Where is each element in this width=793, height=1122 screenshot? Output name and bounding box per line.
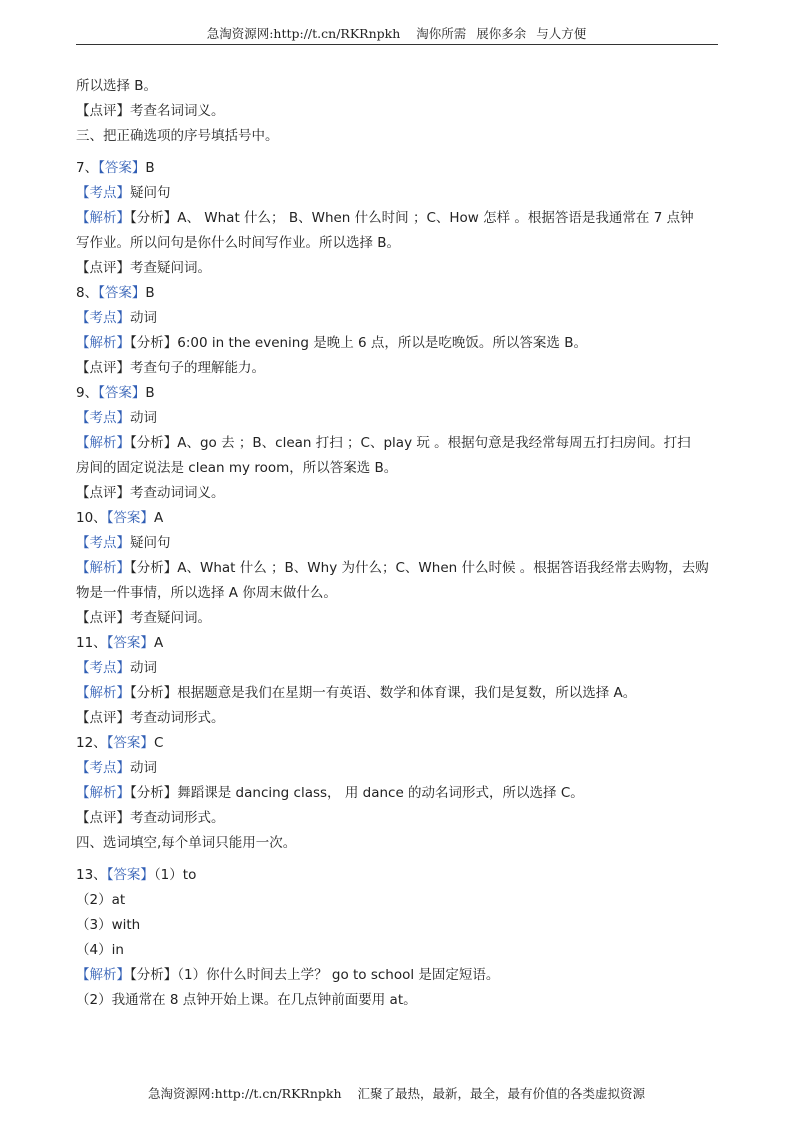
header-divider [76,44,718,45]
q7-kaodian: 【考点】疑问句 [76,185,171,201]
section-heading-3: 三、把正确选项的序号填括号中。 [76,128,279,144]
q9-jiexi: 【解析】【分析】A、go 去 ；B、clean 打扫 ；C、play 玩 。根据句意是我经常每周五打扫房间。打扫 [76,435,691,451]
q13-answer-4: （4）in [76,942,124,958]
section-heading-4: 四、选词填空,每个单词只能用一次。 [76,835,297,851]
header-site: 急淘资源网:http://t.cn/RKRnpkh [206,26,401,41]
document-body [76,74,726,1013]
page-header [0,24,793,42]
q7-jiexi: 【解析】【分析】A、 What 什么； B、When 什么时间 ；C、How 怎样 。根据答语是我通常在 7 点钟 [76,210,694,226]
q11-kaodian: 【考点】动词 [76,660,157,676]
q13-answer-2: （2）at [76,892,126,908]
q9-kaodian: 【考点】动词 [76,410,157,426]
q13-answer: 13、【答案】（1）to [76,867,197,883]
q8-dianping: 【点评】考查句子的理解能力。 [76,360,265,376]
q11-dianping: 【点评】考查动词形式。 [76,710,225,726]
q12-answer: 12、【答案】C [76,735,164,751]
q11-answer: 11、【答案】A [76,635,164,651]
q9-jiexi-cont: 房间的固定说法是 clean my room，所以答案选 B。 [76,460,398,476]
q7-jiexi-cont: 写作业。所以问句是你什么时间写作业。所以选择 B。 [76,235,401,251]
q8-kaodian: 【考点】动词 [76,310,157,326]
q10-jiexi: 【解析】【分析】A、What 什么 ；B、Why 为什么；C、When 什么时候 。根据答语我经常去购物，去购 [76,560,709,576]
footer-site: 急淘资源网:http://t.cn/RKRnpkh [147,1086,342,1101]
q10-dianping: 【点评】考查疑问词。 [76,610,211,626]
q12-kaodian: 【考点】动词 [76,760,157,776]
q12-dianping: 【点评】考查动词形式。 [76,810,225,826]
dianping-line: 【点评】考查名词词义。 [76,103,225,119]
q10-jiexi-cont: 物是一件事情，所以选择 A 你周末做什么。 [76,585,337,601]
header-slogan-2: 展你多余 [476,26,527,41]
q8-jiexi: 【解析】【分析】6:00 in the evening 是晚上 6 点，所以是吃晚饭。所以答案选 B。 [76,335,587,351]
q12-jiexi: 【解析】【分析】舞蹈课是 dancing class， 用 dance 的动名词形式，所以选择 C。 [76,785,584,801]
page-footer [0,1084,793,1102]
q11-jiexi: 【解析】【分析】根据题意是我们在星期一有英语、数学和体育课，我们是复数，所以选择 A。 [76,685,637,701]
q13-jiexi: 【解析】【分析】（1）你什么时间去上学？ go to school 是固定短语。 [76,967,500,983]
header-slogan-1: 淘你所需 [416,26,467,41]
q8-answer: 8、【答案】B [76,285,155,301]
q10-kaodian: 【考点】疑问句 [76,535,171,551]
q7-dianping: 【点评】考查疑问词。 [76,260,211,276]
q13-answer-3: （3）with [76,917,141,933]
q13-jiexi-cont: （2）我通常在 8 点钟开始上课。在几点钟前面要用 at。 [76,992,417,1008]
q7-answer: 7、【答案】B [76,160,155,176]
q9-answer: 9、【答案】B [76,385,155,401]
q9-dianping: 【点评】考查动词词义。 [76,485,225,501]
q10-answer: 10、【答案】A [76,510,164,526]
footer-slogan: 汇聚了最热，最新，最全，最有价值的各类虚拟资源 [357,1086,646,1101]
header-slogan-3: 与人方便 [536,26,587,41]
text-line: 所以选择 B。 [76,78,158,94]
